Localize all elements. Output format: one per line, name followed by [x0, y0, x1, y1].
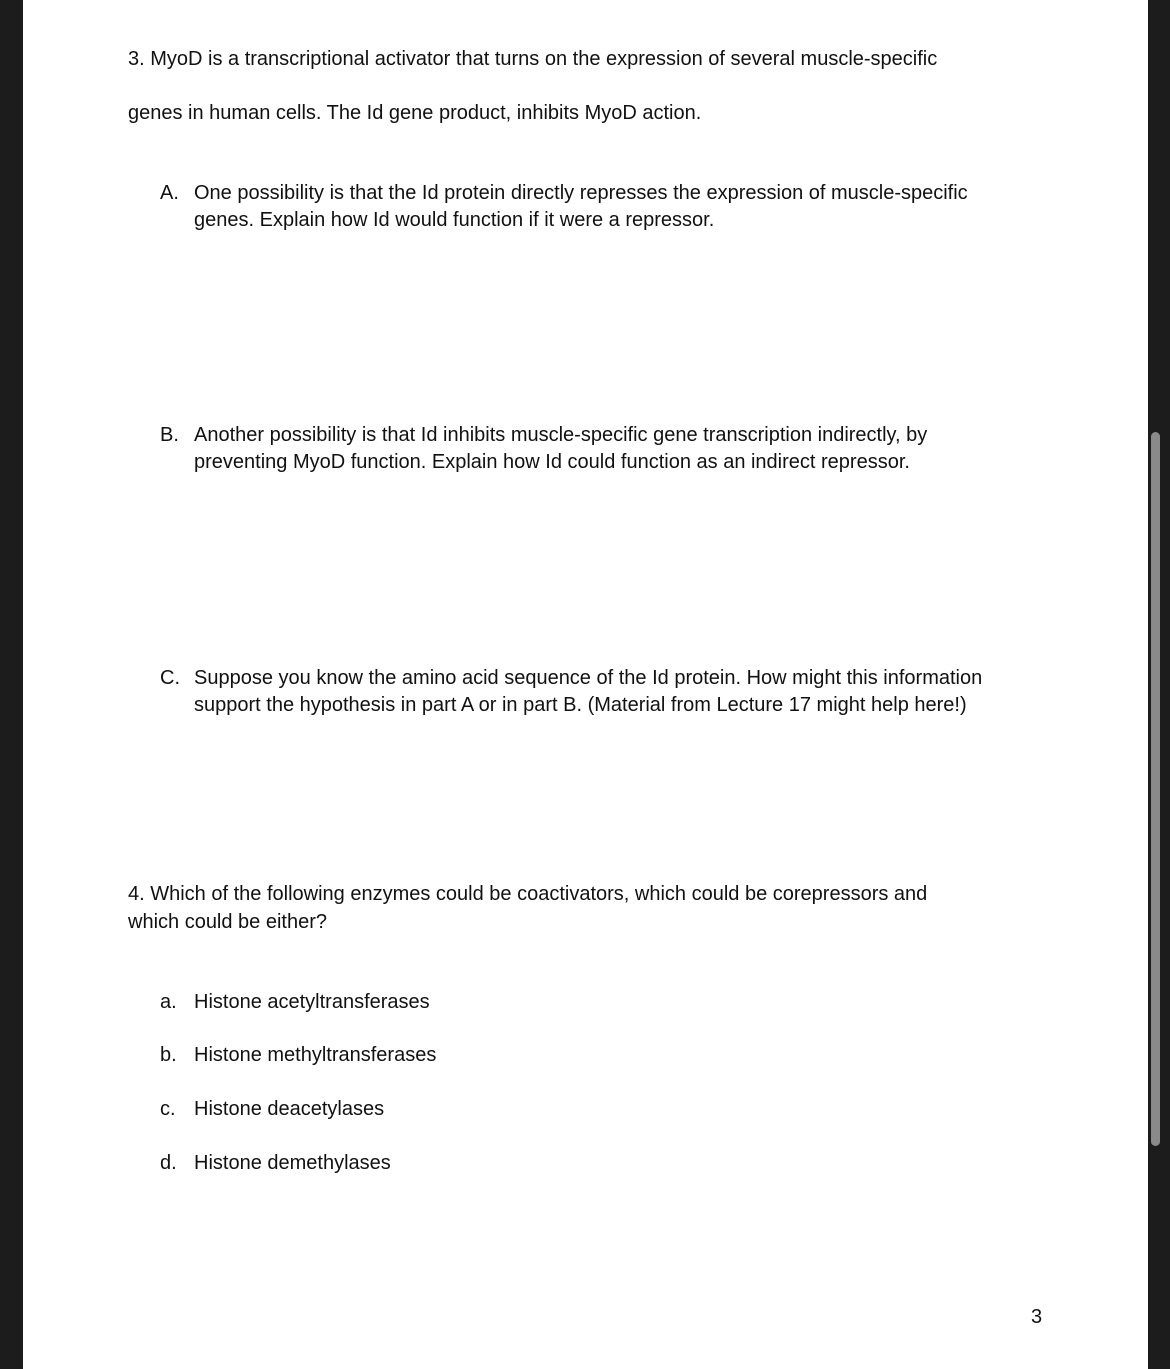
part-b-line-1: Another possibility is that Id inhibits muscle-specific gene transcription indirectly, by	[194, 424, 928, 446]
option-b-marker: b.	[160, 1044, 177, 1066]
part-a-marker: A.	[160, 182, 179, 204]
option-c-marker: c.	[160, 1098, 176, 1120]
part-c-line-2: support the hypothesis in part A or in part B. (Material from Lecture 17 might help here!)	[194, 694, 967, 716]
part-c-line-1: Suppose you know the amino acid sequence of the Id protein. How might this information	[194, 667, 983, 689]
option-a-marker: a.	[160, 991, 177, 1013]
question-4-option-d	[160, 1150, 391, 1177]
option-c-text: Histone deacetylases	[194, 1098, 385, 1120]
question-3-part-c	[160, 665, 982, 719]
question-3-line-1: 3. MyoD is a transcriptional activator that turns on the expression of several muscle-specific	[128, 48, 938, 70]
option-b-text: Histone methyltransferases	[194, 1044, 437, 1066]
document-page	[23, 0, 1148, 1369]
option-d-marker: d.	[160, 1152, 177, 1174]
part-b-marker: B.	[160, 424, 179, 446]
part-b-line-2: preventing MyoD function. Explain how Id could function as an indirect repressor.	[194, 451, 910, 473]
question-4-option-c	[160, 1096, 384, 1123]
question-3-part-b	[160, 422, 927, 476]
question-4-option-b	[160, 1042, 436, 1069]
vertical-scrollbar[interactable]	[1151, 432, 1160, 1146]
part-c-marker: C.	[160, 667, 180, 689]
option-a-text: Histone acetyltransferases	[194, 991, 430, 1013]
part-a-line-1: One possibility is that the Id protein directly represses the expression of muscle-specific	[194, 182, 968, 204]
question-4-line-2: which could be either?	[128, 911, 328, 933]
question-3-part-a	[160, 180, 968, 234]
question-4-line-1: 4. Which of the following enzymes could be coactivators, which could be corepressors and	[128, 883, 928, 905]
part-a-line-2: genes. Explain how Id would function if it were a repressor.	[194, 209, 715, 231]
question-3-line-2: genes in human cells. The Id gene product, inhibits MyoD action.	[128, 102, 702, 124]
question-4-option-a	[160, 989, 430, 1016]
option-d-text: Histone demethylases	[194, 1152, 391, 1174]
page-number: 3	[1031, 1306, 1043, 1328]
